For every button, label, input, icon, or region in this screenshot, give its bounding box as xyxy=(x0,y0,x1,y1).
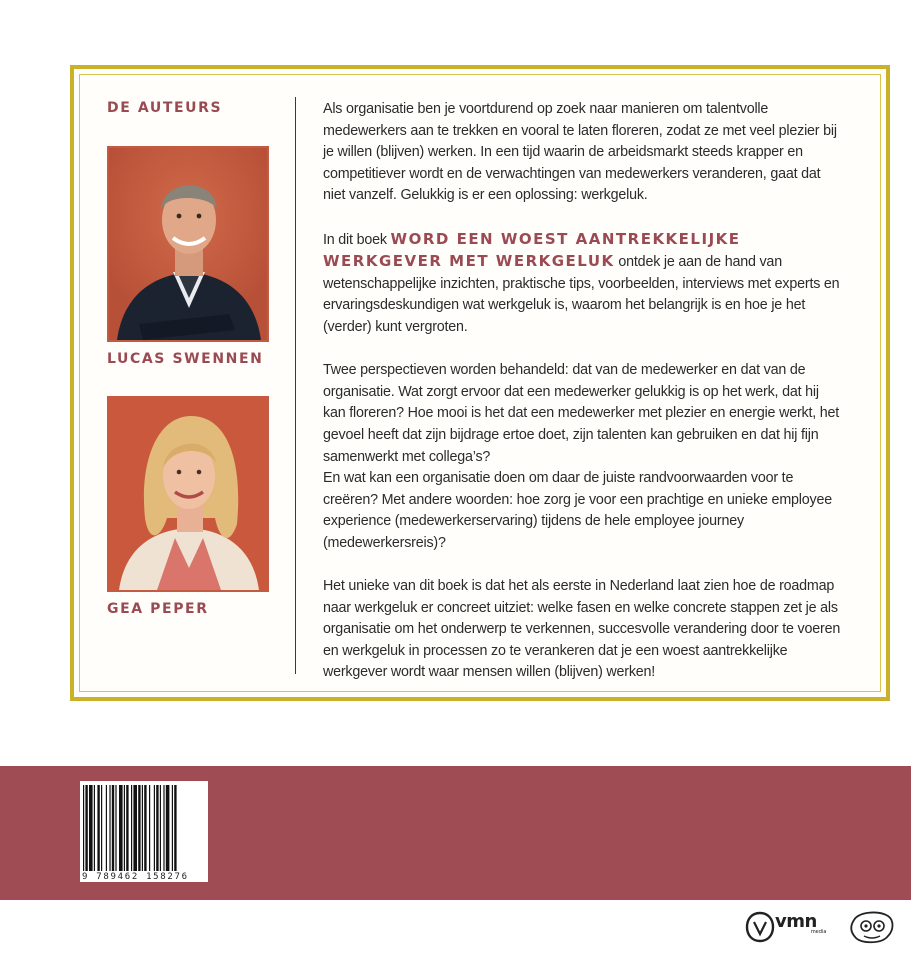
barcode-bar xyxy=(154,785,155,871)
blurb-p3-part-b: En wat kan een organisatie doen om daar de juiste randvoorwaarden voor te creëren? Met andere woorden: hoe zorg je voor een prachtige en unieke employee experience (medewerkerservaring) tijdens de hele employee journey (medewerkersreis)? xyxy=(323,470,832,551)
barcode-bar xyxy=(142,785,143,871)
barcode-bar xyxy=(89,785,93,871)
barcode-bar xyxy=(83,785,84,871)
barcode-bar xyxy=(138,785,140,871)
barcode-bar xyxy=(97,785,99,871)
author-name-gea: GEA PEPER xyxy=(107,601,209,617)
isbn-barcode xyxy=(80,781,208,873)
content-frame xyxy=(70,65,890,701)
blurb-paragraph-4: Het unieke van dit boek is dat het als eerste in Nederland laat zien hoe de roadmap naar werkgeluk er concreet uitziet: welke fasen en welke concrete stappen zet je als organisatie om het onderwerp te verkennen, succesvolle verandering door te voeren en werkgeluk in processen zo te verankeren dat je een woest aantrekkelijke werkgever wordt waar mensen willen (blijven) werken! xyxy=(323,578,841,681)
vmn-logo-text: vmn$_{media}$ xyxy=(775,911,827,935)
barcode-bar xyxy=(109,785,110,871)
barcode-bar xyxy=(166,785,170,871)
barcode-bar xyxy=(115,785,116,871)
author-photo-lucas xyxy=(107,146,269,342)
barcode-bar xyxy=(163,785,164,871)
column-divider xyxy=(295,97,296,674)
blurb-paragraph-3 xyxy=(323,360,843,554)
publisher-mascot-icon xyxy=(848,910,896,946)
barcode-bar xyxy=(124,785,125,871)
author-name-lucas: LUCAS SWENNEN xyxy=(107,351,264,367)
barcode-bar xyxy=(156,785,158,871)
isbn-number: 9 789462 158276 xyxy=(80,872,208,882)
publisher-logos xyxy=(745,908,905,948)
barcode-bar xyxy=(144,785,146,871)
back-cover-blurb xyxy=(323,99,843,706)
vmn-logo-icon xyxy=(745,910,775,944)
barcode-bar xyxy=(133,785,137,871)
authors-heading: DE AUTEURS xyxy=(107,100,223,116)
barcode-bar xyxy=(119,785,123,871)
author-photo-gea xyxy=(107,396,269,592)
barcode-bar xyxy=(85,785,87,871)
blurb-paragraph-2 xyxy=(323,229,843,339)
barcode-bar xyxy=(112,785,114,871)
barcode-bar xyxy=(160,785,161,871)
blurb-p3-part-a: Twee perspectieven worden behandeld: dat van de medewerker en dat van de organisatie. Wat zorgt ervoor dat een medewerker gelukkig is op het werk, dat hij kan floreren? Hoe mooi is het dat een medewerker met plezier en energie werkt, het gevoel heeft dat zijn bijdrage ertoe doet, zijn talenten kan gebruiken en dat hij fijn samenwerkt met collega’s? xyxy=(323,362,840,465)
barcode-bar xyxy=(94,785,95,871)
book-title: WORD EEN WOEST AANTREKKELIJKE WERKGEVER MET WERKGELUK xyxy=(323,229,741,271)
blurb-p2-intro: In dit boek xyxy=(323,231,391,248)
barcode-bar xyxy=(131,785,132,871)
barcode-bar xyxy=(172,785,173,871)
barcode-bar xyxy=(149,785,150,871)
barcode-bar xyxy=(126,785,128,871)
barcode-bar xyxy=(174,785,176,871)
blurb-p2-rest: ontdek je aan de hand van wetenschappelijke inzichten, praktische tips, voorbeelden, interviews met experts en ervaringsdeskundigen wat werkgeluk is, waarom het belangrijk is en hoe je het (verder) kunt vergroten. xyxy=(323,254,840,335)
barcode-bar xyxy=(106,785,107,871)
barcode-bar xyxy=(101,785,102,871)
bottom-color-band xyxy=(0,766,911,900)
blurb-paragraph-1: Als organisatie ben je voortdurend op zoek naar manieren om talentvolle medewerkers aan te trekken en vooral te laten floreren, zodat ze met veel plezier bij je willen (blijven) werken. In een tijd waarin de arbeidsmarkt steeds krapper en competitiever wordt en de verwachtingen van medewerkers veranderen, gaat dat niet vanzelf. Gelukkig is er een oplossing: werkgeluk. xyxy=(323,101,837,204)
